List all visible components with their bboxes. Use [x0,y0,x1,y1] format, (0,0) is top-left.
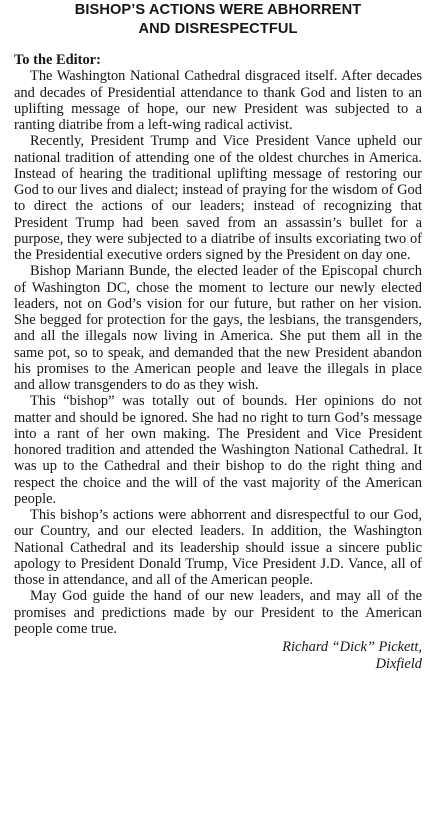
paragraph-1: The Washington National Cathedral disgraced itself. After decades and decades of Presidential attendance to thank God and listen to an uplifting message of hope, our new President was subjected to a ranting diatribe from a left-wing radical activist. [14,68,422,133]
signature [14,639,422,672]
headline-line-2: AND DISRESPECTFUL [138,21,298,37]
headline-line-1: BISHOP’S ACTIONS WERE ABHORRENT [74,2,362,18]
paragraph-2: Recently, President Trump and Vice President Vance upheld our national tradition of attending one of the oldest churches in America. Instead of hearing the traditional uplifting message of restoring our God to our lives and dialect; instead of praying for the wisdom of God to direct the actions of our leaders; instead of recognizing that President Trump had been saved from an assassin’s bullet for a purpose, they were subjected to a diatribe of insults excoriating two of the Presidential executive orders signed by the President on day one. [14,133,422,263]
paragraph-4: This “bishop” was totally out of bounds. Her opinions do not matter and should be ignored. She had no right to turn God’s message into a rant of her own making. The President and Vice President honored tradition and attended the Washington National Cathedral. It was up to the Cathedral and their bishop to do the right thing and respect the choice and the will of the vast majority of the American people. [14,393,422,507]
signature-town: Dixfield [375,655,422,672]
signature-name: Richard “Dick” Pickett, [282,639,422,655]
paragraph-5: This bishop’s actions were abhorrent and disrespectful to our God, our Country, and our elected leaders. In addition, the Washington National Cathedral and its leadership should issue a sincere public apology to President Donald Trump, Vice President J.D. Vance, all of those in attendance, and all of the American people. [14,507,422,588]
paragraph-3: Bishop Mariann Bunde, the elected leader of the Episcopal church of Washington DC, chose the moment to lecture our newly elected leaders, not on God’s vision for our future, but rather on her vision. She begged for protection for the gays, the lesbians, the transgenders, and all the illegals now living in America. She put them all in the same pot, so to speak, and demanded that the new President abandon his promises to the American people and leave the illegals in place and allow transgenders to do as they wish. [14,263,422,393]
headline [14,0,422,39]
paragraph-6: May God guide the hand of our new leaders, and may all of the promises and predictions made by our President to the American people come true. [14,588,422,637]
letter-body [14,52,422,637]
salutation: To the Editor: [14,52,101,68]
